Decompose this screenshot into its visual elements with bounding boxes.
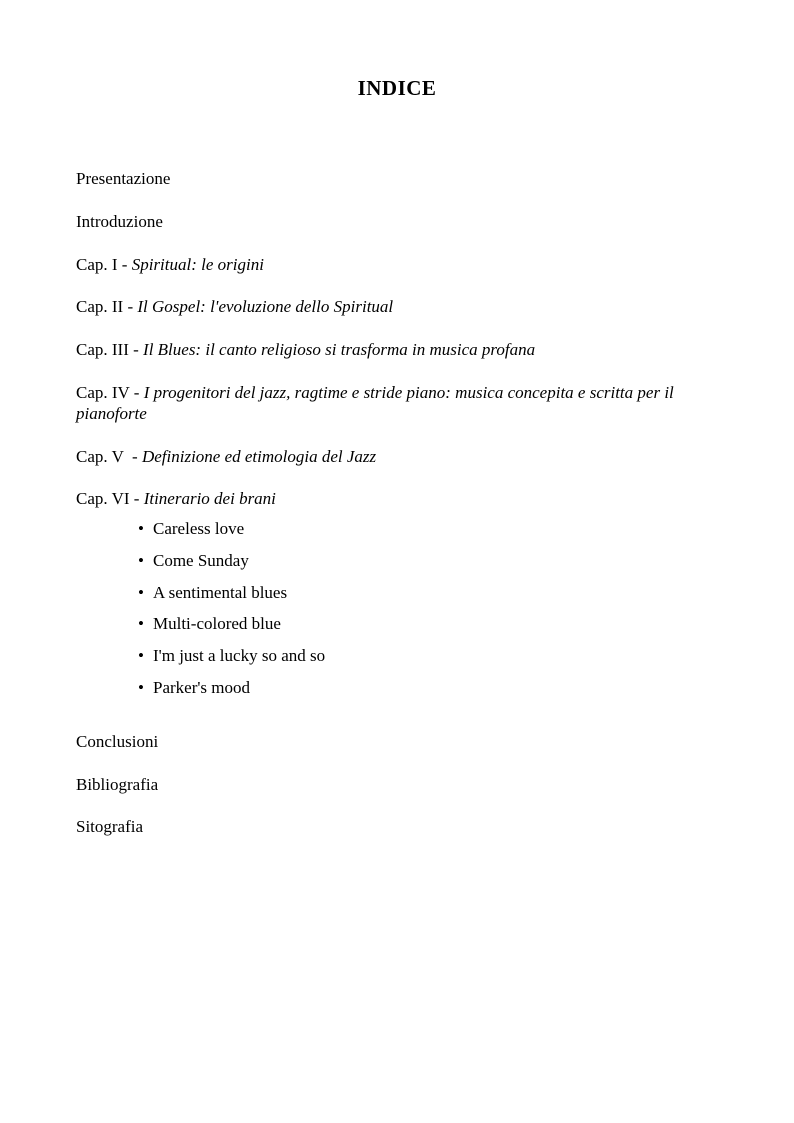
bullet-icon: • [138, 550, 144, 570]
toc-entry-conclusioni: Conclusioni [76, 732, 159, 751]
list-item [138, 550, 325, 582]
track-title: Multi-colored blue [153, 614, 281, 634]
toc-entry-cap3 [76, 339, 726, 360]
bullet-icon: • [138, 614, 144, 634]
chapter-title: Definizione ed etimologia del Jazz [141, 447, 377, 466]
chapter-label: Cap. I - [76, 255, 132, 274]
chapter-label: Cap. VI - [76, 489, 144, 508]
chapter-title: Itinerario dei brani [143, 489, 276, 508]
chapter-title: I progenitori del jazz, ragtime e stride piano: musica concepita e scritta per il pianoforte [76, 383, 674, 423]
list-item [138, 613, 325, 645]
list-item [138, 582, 325, 614]
toc-entry-cap4 [76, 382, 726, 424]
toc-entry-cap6 [76, 488, 726, 509]
track-title: Come Sunday [153, 550, 249, 570]
toc-entry-cap2 [76, 296, 726, 317]
list-item [138, 645, 325, 677]
track-list [138, 518, 325, 709]
track-title: I'm just a lucky so and so [153, 646, 326, 666]
chapter-label: Cap. V - [76, 447, 142, 466]
bullet-icon: • [138, 582, 144, 602]
chapter-label: Cap. III - [76, 340, 144, 359]
track-title: A sentimental blues [153, 582, 288, 602]
list-item [138, 677, 325, 709]
bullet-icon: • [138, 519, 144, 538]
toc-entry-introduzione: Introduzione [76, 212, 163, 231]
toc-entry-presentazione: Presentazione [76, 169, 171, 188]
toc-entry-sitografia: Sitografia [76, 817, 144, 836]
list-item [138, 518, 325, 550]
chapter-label: Cap. II - [76, 297, 138, 316]
toc-entry-cap5 [76, 446, 726, 467]
track-title: Parker's mood [153, 677, 251, 697]
chapter-title: Il Blues: il canto religioso si trasforma in musica profana [143, 340, 536, 359]
chapter-label: Cap. IV - [76, 383, 144, 402]
bullet-icon: • [138, 677, 144, 697]
toc-entry-cap1 [76, 254, 726, 275]
chapter-title: Spiritual: le origini [131, 255, 264, 274]
bullet-icon: • [138, 646, 144, 666]
toc-entry-bibliografia: Bibliografia [76, 775, 159, 794]
track-title: Careless love [153, 519, 245, 538]
page-title: INDICE [357, 76, 437, 100]
chapter-title: Il Gospel: l'evoluzione dello Spiritual [137, 297, 394, 316]
